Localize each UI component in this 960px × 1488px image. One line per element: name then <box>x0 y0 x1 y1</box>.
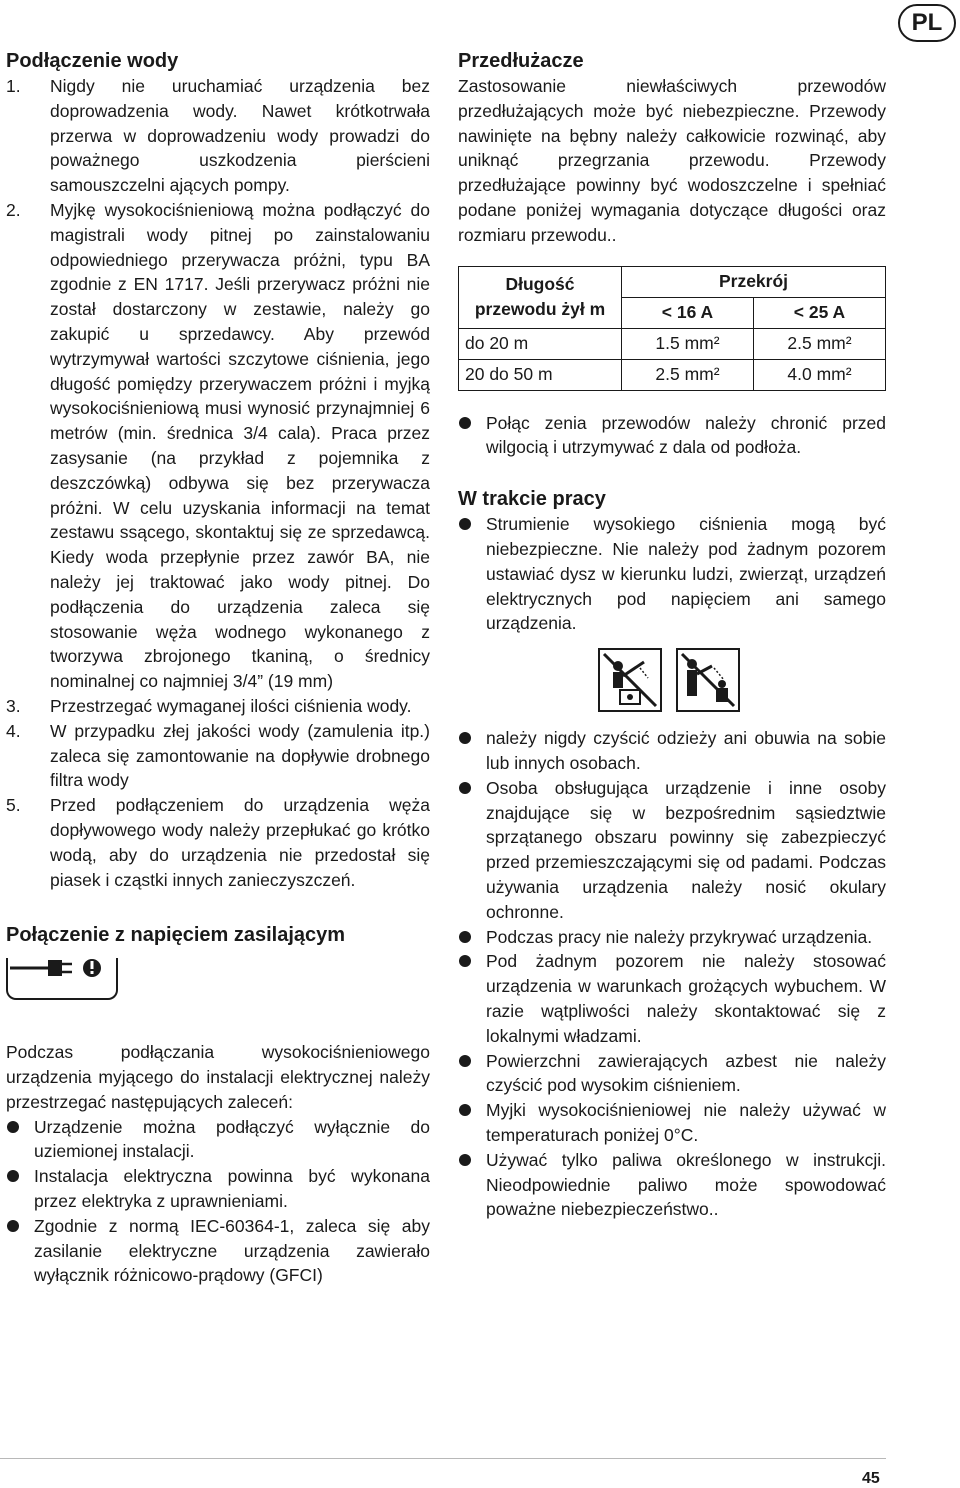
bullet-icon <box>459 1055 471 1067</box>
footer-divider <box>0 1458 886 1459</box>
table-subheader-16a: < 16 A <box>622 297 754 328</box>
water-connection-list <box>6 74 430 892</box>
bullet-icon <box>7 1220 19 1232</box>
during-work-heading: W trakcie pracy <box>458 488 606 511</box>
table-header-section: Przekrój <box>622 266 886 297</box>
list-item <box>6 793 430 892</box>
table-subheader-25a: < 25 A <box>754 297 886 328</box>
bullet-icon <box>459 1104 471 1116</box>
bullet-text: Zgodnie z normą IEC-60364-1, zaleca się aby zasilanie elektryczne urządzenia zawierało wyłącznik różnicowo-prądowy (GFCI) <box>34 1215 430 1286</box>
bullet-text: Powierzchni zawierających azbest nie należy czyścić pod wysokim ciśnieniem. <box>486 1050 886 1096</box>
bullet-icon <box>459 1154 471 1166</box>
warning-pictograms <box>598 648 886 712</box>
during-work-bullets <box>458 726 886 1222</box>
power-connection-heading: Połączenie z napięciem zasilającym <box>6 924 346 947</box>
item-text: Przed podłączeniem do urządzenia węża dopływowego wody należy przepłukać go krótko wodą, aby do urządzenia nie przedostał się piasek i cząstki innych zanieczyszczeń. <box>50 795 430 890</box>
list-item <box>6 198 430 694</box>
bullet-text: Strumienie wysokiego ciśnienia mogą być niebezpieczne. Nie należy pod żadnym pozorem ustawiać dysz w kierunku ludzi, zwierząt, urządzeń elektrycznych pod napięciem ani samego urządzenia. <box>486 514 886 634</box>
item-text: W przypadku złej jakości wody (zamulenia itp.) zaleca się zamontowanie na dopływie drobnego filtra wody <box>50 720 430 791</box>
list-item <box>6 1214 430 1288</box>
extension-cords-heading: Przedłużacze <box>458 50 584 72</box>
plug-warning-icon <box>6 958 118 1000</box>
bullet-icon <box>459 955 471 967</box>
water-connection-heading: Podłączenie wody <box>6 50 179 72</box>
item-number: 3. <box>6 695 21 716</box>
list-item <box>6 1115 430 1165</box>
bullet-icon <box>459 782 471 794</box>
list-item <box>458 949 886 1048</box>
table-cell: 4.0 mm² <box>754 359 886 390</box>
list-item <box>458 925 886 950</box>
bullet-text: Połąc zenia przewodów należy chronić przed wilgocią i utrzymywać z dala od podłoża. <box>486 412 886 458</box>
extension-cords-text: Zastosowanie niewłaściwych przewodów przedłużających może być niebezpieczne. Przewody nawinięte na bębny należy całkowicie rozwinąć, aby uniknąć przegrzania przewodu. Przewody przedłużające powinny być wodoszczelne i spełniać podane poniżej wymagania dotyczące długości oraz rozmiaru przewodu.. <box>458 76 886 245</box>
no-spray-electrical-icon <box>598 648 662 712</box>
list-item <box>458 1049 886 1099</box>
table-cell: 2.5 mm² <box>754 328 886 359</box>
table-cell: 1.5 mm² <box>622 328 754 359</box>
bullet-text: Urządzenie można podłączyć wyłącznie do uziemionej instalacji. <box>34 1116 430 1162</box>
list-item <box>458 1098 886 1148</box>
power-bullets <box>6 1115 430 1289</box>
item-number: 4. <box>6 720 21 741</box>
extension-bullets <box>458 411 886 461</box>
bullet-icon <box>459 518 471 530</box>
table-header-length: Długość przewodu żył m <box>459 266 622 328</box>
table-row <box>459 328 886 359</box>
list-item <box>458 512 886 636</box>
no-spray-people-icon <box>676 648 740 712</box>
bullet-icon <box>459 931 471 943</box>
bullet-icon <box>7 1121 19 1133</box>
bullet-icon <box>7 1170 19 1182</box>
table-cell: do 20 m <box>459 328 622 359</box>
during-work-first-bullet <box>458 512 886 636</box>
item-number: 5. <box>6 795 21 816</box>
bullet-text: Instalacja elektryczna powinna być wykonana przez elektryka z uprawnieniami. <box>34 1166 430 1212</box>
list-item <box>6 694 430 719</box>
bullet-icon <box>459 417 471 429</box>
list-item <box>458 1148 886 1222</box>
list-item <box>458 726 886 776</box>
list-item <box>458 776 886 925</box>
list-item <box>6 74 430 198</box>
cable-size-table <box>458 266 886 391</box>
bullet-text: Pod żadnym pozorem nie należy stosować urządzenia w warunkach grożących wybuchem. W razie wątpliwości należy skontaktować się z lokalnymi władzami. <box>486 951 886 1046</box>
list-item <box>458 411 886 461</box>
left-column <box>6 48 430 1288</box>
language-badge: PL <box>898 4 956 42</box>
bullet-icon <box>459 732 471 744</box>
bullet-text: należy nigdy czyścić odzieży ani obuwia na sobie lub innych osobach. <box>486 728 886 773</box>
right-column <box>458 48 886 1222</box>
bullet-text: Używać tylko paliwa określonego w instrukcji. Nieodpowiednie paliwo może spowodować poważne niebezpieczeństwo.. <box>486 1149 886 1220</box>
item-text: Nigdy nie uruchamiać urządzenia bez doprowadzenia wody. Nawet krótkotrwała przerwa w doprowadzeniu wody prowadzi do poważnego uszkodzenia pierścieni samouszczelni ających pompy. <box>50 76 430 196</box>
item-text: Myjkę wysokociśnieniową można podłączyć do magistrali wody pitnej po zainstalowaniu odpowiedniego przerywacza próżni, typu BA zgodnie z EN 1717. Jeśli przerywacz próżni nie został dostarczony w zestawie, należy go zakupić u sprzedawcy. Aby przewód wytrzymywał wartości szczytowe ciśnienia, jego długość pomiędzy przerywaczem próżni i myjką wysokociśnieniową musi wynosić przynajmniej 6 metrów (min. średnica 3/4 cala). Praca przez zasysanie (na przykład z pojemnika z deszczówką) odbywa się bez przerywacza próżni. W celu uzyskania informacji na temat zestawu ssącego, skontaktuj się ze sprzedawcą. Kiedy woda przepłynie przez zawór BA, nie należy jej traktować jako wody pitnej. Do podłączenia do urządzenia zaleca się stosowanie węża wodnego wykonanego z tworzywa zbrojonego tkaniną, o średnicy nominalnej co najmniej 3/4” (19 mm) <box>50 199 430 692</box>
bullet-text: Osoba obsługująca urządzenie i inne osoby znajdujące się w bezpośrednim sąsiedztwie sprzątanego obszaru powinny się zabezpieczyć przed przemieszczającymi się od padami. Podczas używania urządzenia należy nosić okulary ochronne. <box>486 777 886 922</box>
bullet-text: Podczas pracy nie należy przykrywać urządzenia. <box>486 926 873 947</box>
table-cell: 20 do 50 m <box>459 359 622 390</box>
item-number: 1. <box>6 76 21 96</box>
item-number: 2. <box>6 199 21 220</box>
list-item <box>6 1164 430 1214</box>
table-cell: 2.5 mm² <box>622 359 754 390</box>
table-row <box>459 359 886 390</box>
power-intro: Podczas podłączania wysokociśnieniowego urządzenia myjącego do instalacji elektrycznej należy przestrzegać następujących zaleceń: <box>6 1042 430 1112</box>
bullet-text: Myjki wysokociśnieniowej nie należy używać w temperaturach poniżej 0°C. <box>486 1100 886 1145</box>
list-item <box>6 719 430 793</box>
page-number: 45 <box>862 1470 880 1487</box>
item-text: Przestrzegać wymaganej ilości ciśnienia wody. <box>50 695 412 716</box>
